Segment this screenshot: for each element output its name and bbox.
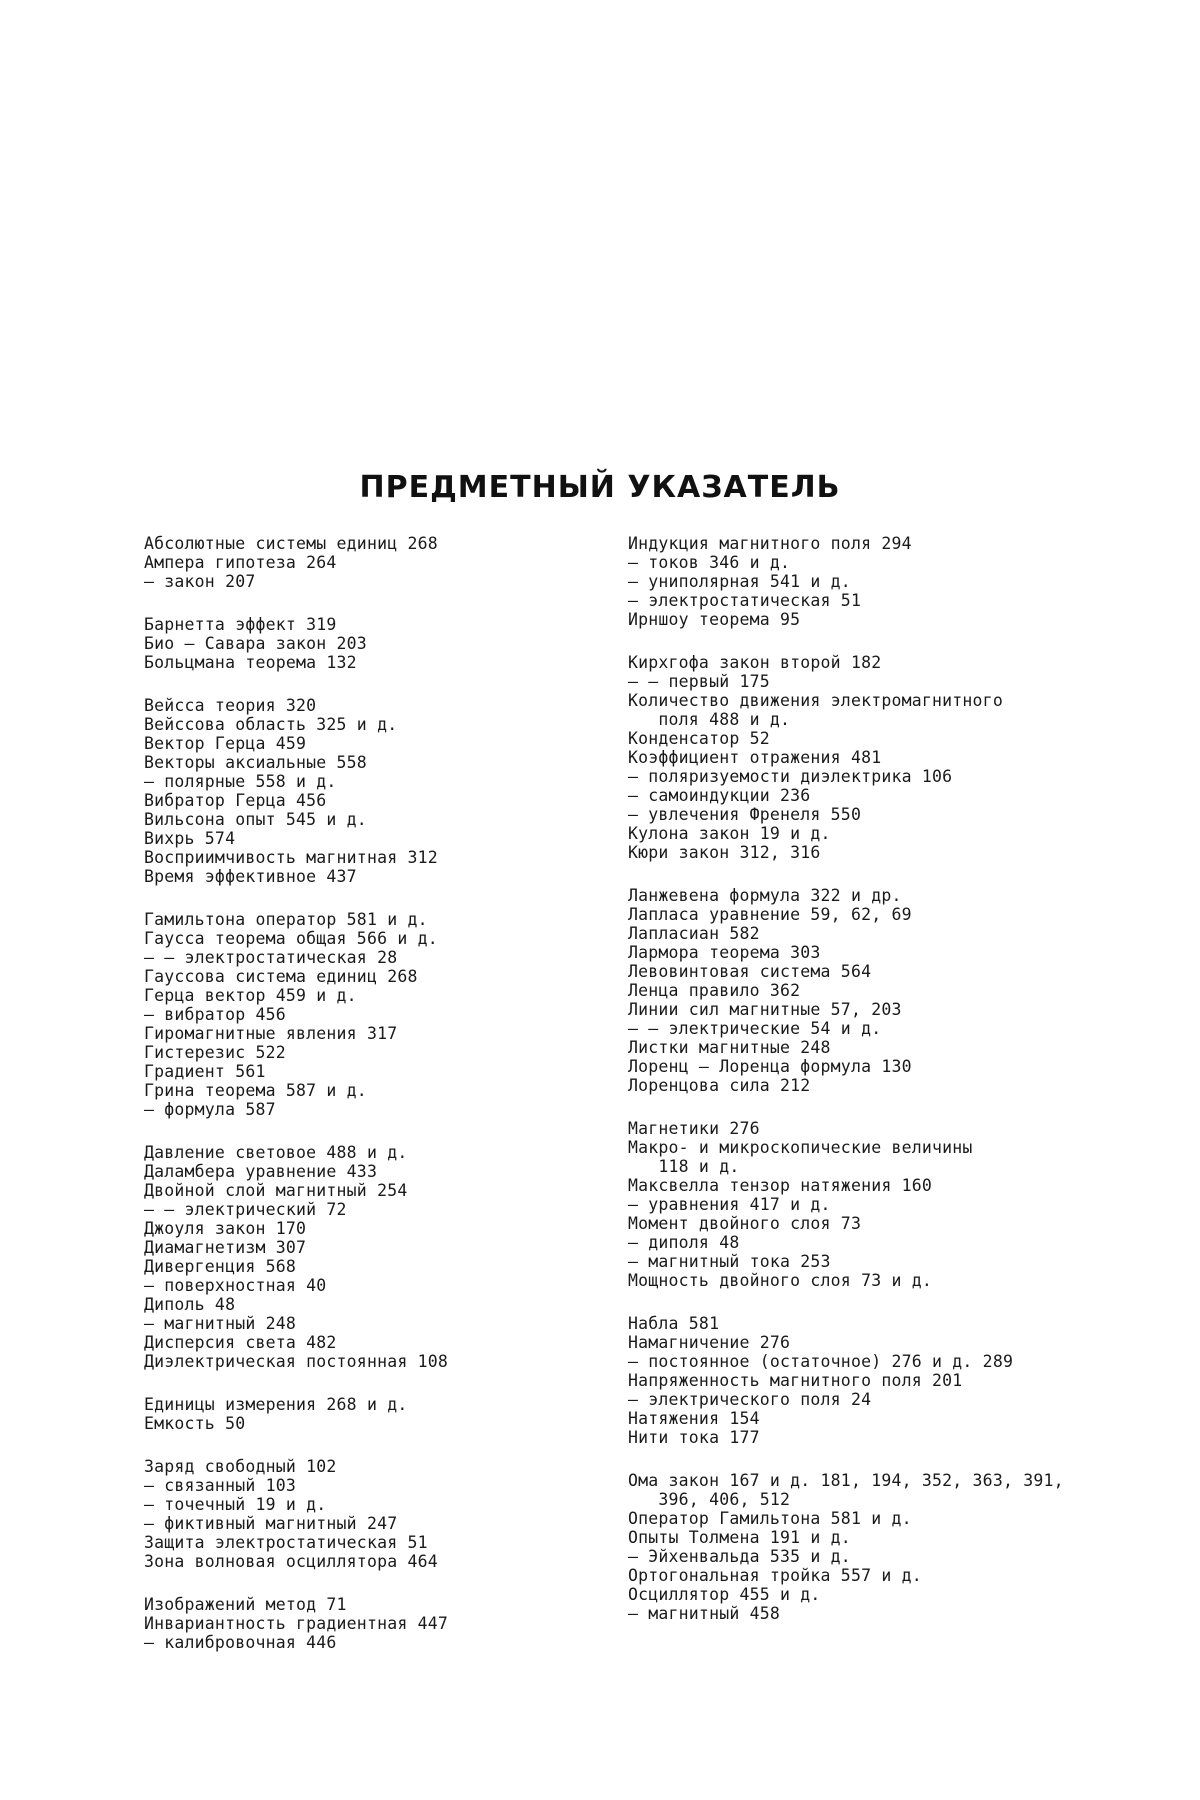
index-entry: Индукция магнитного поля 294	[628, 534, 912, 553]
index-entry: Кюри закон 312, 316	[628, 843, 821, 862]
index-entry: Листки магнитные 248	[628, 1038, 831, 1057]
index-entry: Магнетики 276	[628, 1119, 760, 1138]
index-entry: — увлечения Френеля 550	[628, 805, 862, 824]
index-entry: Лапласа уравнение 59, 62, 69	[628, 905, 912, 924]
index-entry: — закон 207	[144, 572, 256, 591]
index-entry: — самоиндукции 236	[628, 786, 811, 805]
index-entry: поля 488 и д.	[628, 710, 791, 729]
index-group	[144, 1457, 524, 1571]
index-entry: Количество движения электромагнитного	[628, 691, 1003, 710]
index-column-right	[628, 534, 1088, 1647]
index-entry: Дисперсия света 482	[144, 1333, 337, 1352]
index-entry: — поляризуемости диэлектрика 106	[628, 767, 953, 786]
index-entry: Диэлектрическая постоянная 108	[144, 1352, 449, 1371]
index-entry: Мощность двойного слоя 73 и д.	[628, 1271, 933, 1290]
index-entry: Био — Савара закон 203	[144, 634, 367, 653]
index-entry: Давление световое 488 и д.	[144, 1143, 408, 1162]
index-entry: Инвариантность градиентная 447	[144, 1614, 449, 1633]
index-entry: — полярные 558 и д.	[144, 772, 337, 791]
index-entry: — формула 587	[144, 1100, 276, 1119]
index-entry: — — первый 175	[628, 672, 770, 691]
index-column-left	[144, 534, 524, 1676]
index-entry: Вектор Герца 459	[144, 734, 307, 753]
index-entry: — магнитный тока 253	[628, 1252, 831, 1271]
index-entry: — токов 346 и д.	[628, 553, 791, 572]
index-entry: Вейсса теория 320	[144, 696, 317, 715]
index-entry: Линии сил магнитные 57, 203	[628, 1000, 902, 1019]
index-entry: Ленца правило 362	[628, 981, 801, 1000]
index-entry: Оператор Гамильтона 581 и д.	[628, 1509, 912, 1528]
index-group	[144, 534, 524, 591]
index-entry: Время эффективное 437	[144, 867, 357, 886]
index-group	[628, 1314, 1088, 1447]
index-entry: Коэффициент отражения 481	[628, 748, 882, 767]
index-entry: Вильсона опыт 545 и д.	[144, 810, 367, 829]
index-entry: Грина теорема 587 и д.	[144, 1081, 367, 1100]
index-entry: Ланжевена формула 322 и др.	[628, 886, 902, 905]
index-group	[628, 1471, 1088, 1623]
index-entry: Намагничение 276	[628, 1333, 791, 1352]
index-entry: Двойной слой магнитный 254	[144, 1181, 408, 1200]
index-group	[144, 1395, 524, 1433]
index-entry: Левовинтовая система 564	[628, 962, 872, 981]
index-entry: Лоренц — Лоренца формула 130	[628, 1057, 912, 1076]
index-entry: Зона волновая осциллятора 464	[144, 1552, 438, 1571]
index-entry: — уравнения 417 и д.	[628, 1195, 831, 1214]
index-group	[628, 653, 1088, 862]
index-entry: Гиромагнитные явления 317	[144, 1024, 398, 1043]
index-entry: — — электрические 54 и д.	[628, 1019, 882, 1038]
index-entry: — магнитный 248	[144, 1314, 297, 1333]
index-entry: — постоянное (остаточное) 276 и д. 289	[628, 1352, 1014, 1371]
index-entry: Единицы измерения 268 и д.	[144, 1395, 408, 1414]
index-entry: Нити тока 177	[628, 1428, 760, 1447]
index-entry: Лапласиан 582	[628, 924, 760, 943]
index-entry: Вибратор Герца 456	[144, 791, 327, 810]
index-entry: Векторы аксиальные 558	[144, 753, 367, 772]
index-entry: Гаусса теорема общая 566 и д.	[144, 929, 438, 948]
index-entry: Вихрь 574	[144, 829, 236, 848]
index-entry: — электрического поля 24	[628, 1390, 872, 1409]
index-entry: Абсолютные системы единиц 268	[144, 534, 438, 553]
index-entry: Даламбера уравнение 433	[144, 1162, 378, 1181]
index-entry: Гауссова система единиц 268	[144, 967, 418, 986]
index-entry: Градиент 561	[144, 1062, 266, 1081]
index-entry: — фиктивный магнитный 247	[144, 1514, 398, 1533]
index-entry: — Эйхенвальда 535 и д.	[628, 1547, 851, 1566]
index-entry: Изображений метод 71	[144, 1595, 347, 1614]
index-entry: Барнетта эффект 319	[144, 615, 337, 634]
index-entry: Лармора теорема 303	[628, 943, 821, 962]
index-entry: Ирншоу теорема 95	[628, 610, 801, 629]
index-group	[144, 1143, 524, 1371]
index-entry: — поверхностная 40	[144, 1276, 327, 1295]
index-entry: Опыты Толмена 191 и д.	[628, 1528, 851, 1547]
index-entry: Конденсатор 52	[628, 729, 770, 748]
index-entry: — вибратор 456	[144, 1005, 286, 1024]
index-entry: — магнитный 458	[628, 1604, 781, 1623]
index-entry: Момент двойного слоя 73	[628, 1214, 862, 1233]
index-entry: — — электростатическая 28	[144, 948, 398, 967]
index-group	[144, 615, 524, 672]
index-group	[144, 1595, 524, 1652]
index-entry: Кирхгофа закон второй 182	[628, 653, 882, 672]
index-entry: Лоренцова сила 212	[628, 1076, 811, 1095]
index-group	[628, 1119, 1088, 1290]
index-entry: Кулона закон 19 и д.	[628, 824, 831, 843]
index-entry: Вейссова область 325 и д.	[144, 715, 398, 734]
index-entry: — — электрический 72	[144, 1200, 347, 1219]
index-entry: — связанный 103	[144, 1476, 297, 1495]
index-entry: Заряд свободный 102	[144, 1457, 337, 1476]
index-entry: Максвелла тензор натяжения 160	[628, 1176, 933, 1195]
index-entry: Диамагнетизм 307	[144, 1238, 307, 1257]
index-entry: Больцмана теорема 132	[144, 653, 357, 672]
index-entry: Ортогональная тройка 557 и д.	[628, 1566, 922, 1585]
index-entry: Макро- и микроскопические величины	[628, 1138, 973, 1157]
index-entry: — калибровочная 446	[144, 1633, 337, 1652]
index-entry: Ампера гипотеза 264	[144, 553, 337, 572]
index-entry: Дивергенция 568	[144, 1257, 297, 1276]
index-entry: Герца вектор 459 и д.	[144, 986, 357, 1005]
index-entry: Ома закон 167 и д. 181, 194, 352, 363, 391,	[628, 1471, 1064, 1490]
index-group	[144, 696, 524, 886]
index-entry: 118 и д.	[628, 1157, 740, 1176]
index-entry: — точечный 19 и д.	[144, 1495, 327, 1514]
index-entry: — диполя 48	[628, 1233, 740, 1252]
index-entry: Защита электростатическая 51	[144, 1533, 428, 1552]
index-entry: Натяжения 154	[628, 1409, 760, 1428]
index-group	[628, 534, 1088, 629]
index-entry: Напряженность магнитного поля 201	[628, 1371, 963, 1390]
index-entry: Емкость 50	[144, 1414, 246, 1433]
index-entry: Гистерезис 522	[144, 1043, 286, 1062]
index-entry: Диполь 48	[144, 1295, 236, 1314]
index-group	[628, 886, 1088, 1095]
page-title: ПРЕДМЕТНЫЙ УКАЗАТЕЛЬ	[359, 470, 841, 505]
index-entry: Джоуля закон 170	[144, 1219, 307, 1238]
index-entry: — электростатическая 51	[628, 591, 862, 610]
index-entry: — униполярная 541 и д.	[628, 572, 851, 591]
index-entry: Осциллятор 455 и д.	[628, 1585, 821, 1604]
index-group	[144, 910, 524, 1119]
index-entry: Набла 581	[628, 1314, 720, 1333]
index-entry: Гамильтона оператор 581 и д.	[144, 910, 428, 929]
index-entry: Восприимчивость магнитная 312	[144, 848, 438, 867]
index-entry: 396, 406, 512	[628, 1490, 791, 1509]
